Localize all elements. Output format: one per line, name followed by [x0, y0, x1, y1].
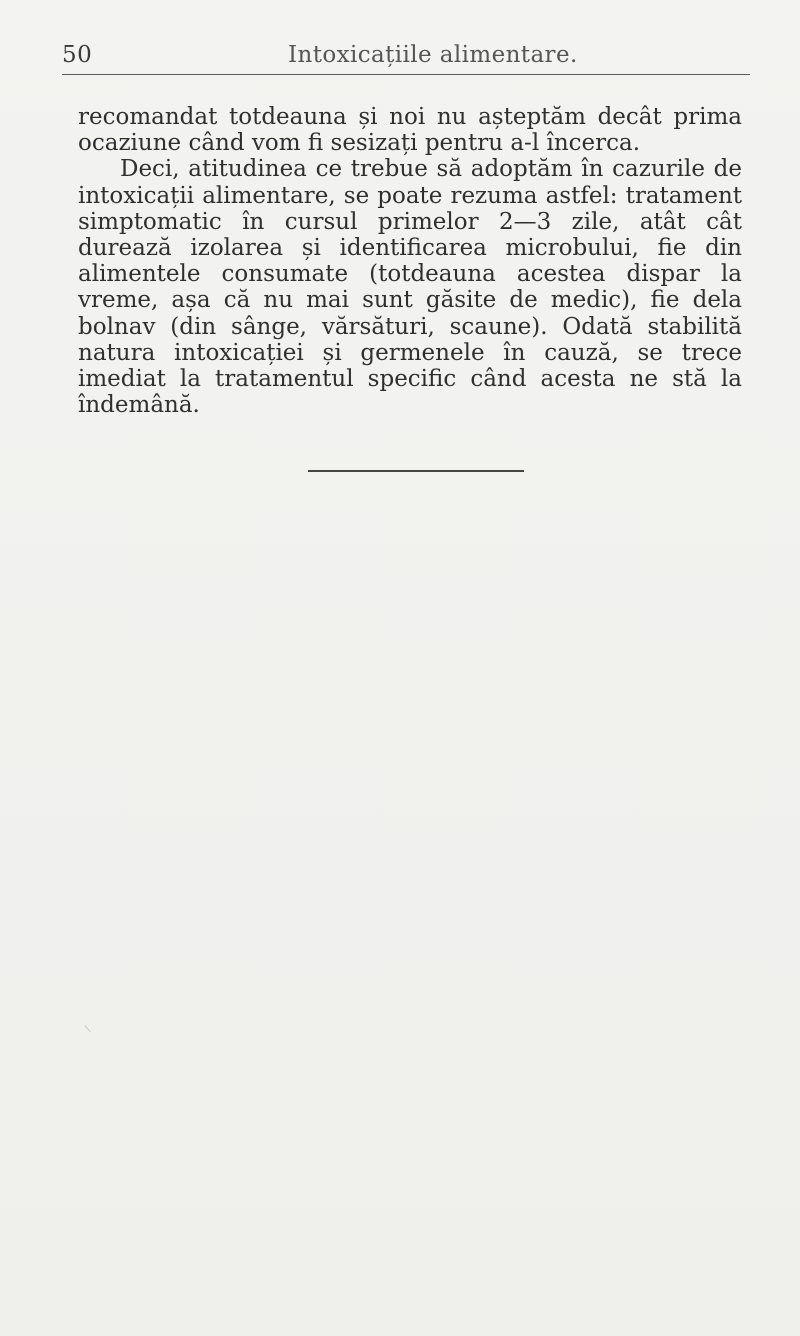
paper-mark [84, 1020, 96, 1032]
page-number: 50 [62, 42, 93, 68]
running-head: Intoxicațiile alimentare. [288, 42, 578, 68]
paragraph-continued: recomandat totdeauna și noi nu așteptăm decât prima ocaziune când vom fi sesizați pentru a-l încerca. [78, 104, 742, 157]
page-header [62, 32, 750, 80]
body-text [78, 104, 742, 418]
header-rule [62, 74, 750, 75]
section-separator [308, 470, 524, 472]
paragraph-main: Deci, atitudinea ce trebue să adoptăm în cazurile de intoxicații alimentare, se poate rezuma astfel: tratament simptomatic în cursul primelor 2—3 zile, atât cât durează izolarea și identificarea microbului, fie din alimentele consumate (totdeauna acestea dispar la vreme, așa că nu mai sunt găsite de medic), fie dela bolnav (din sânge, vărsături, scaune). Odată stabilită natura intoxicației și germenele în cauză, se trece imediat la tratamentul specific când acesta ne stă la îndemână. [78, 156, 742, 419]
